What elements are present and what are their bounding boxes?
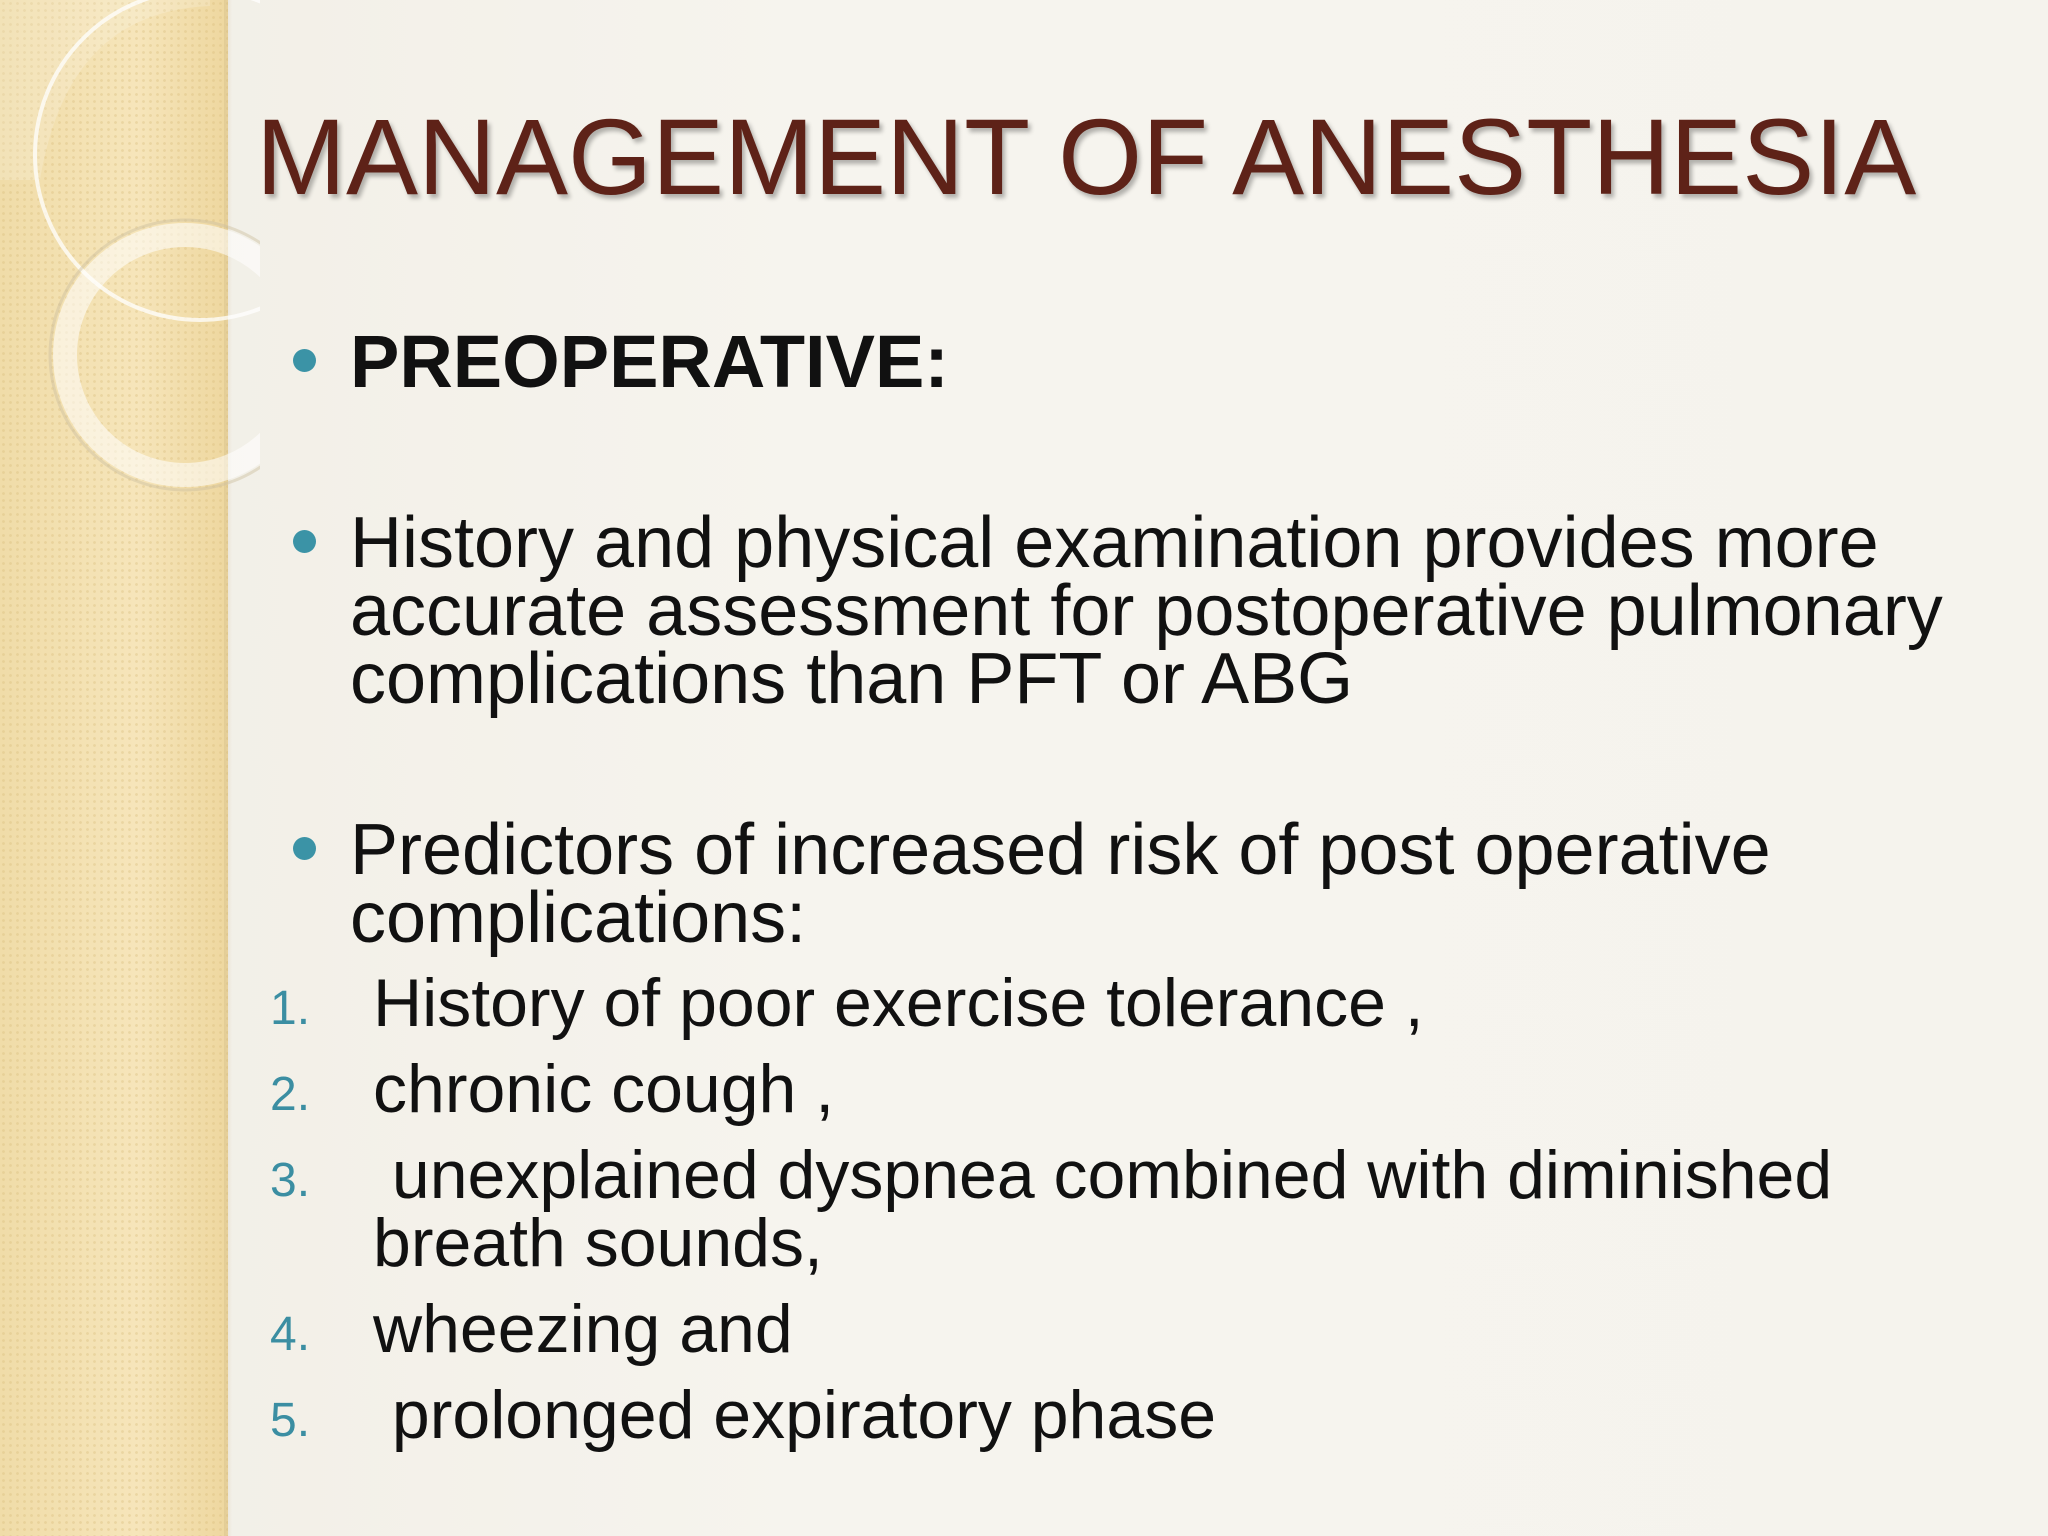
bullet-preoperative [350, 320, 1990, 403]
item-number: 2. [270, 1068, 311, 1121]
item-text: wheezing and [373, 1291, 793, 1367]
bullet-text: History and physical examination provides more accurate assessment for postoperative pulmonary complications than PFT or ABG [350, 503, 1943, 719]
slide-title: MANAGEMENT OF ANESTHESIA [256, 96, 1917, 217]
bullet-dot-icon [293, 349, 316, 372]
item-text: prolonged expiratory phase [373, 1377, 1217, 1453]
numbered-item [270, 965, 1993, 1041]
item-number: 3. [270, 1154, 311, 1207]
item-text: chronic cough , [373, 1051, 835, 1127]
item-text: unexplained dyspnea combined with diminished breath sounds, [373, 1137, 1852, 1281]
numbered-item [270, 1137, 1993, 1281]
item-text: History of poor exercise tolerance , [373, 965, 1424, 1041]
item-number: 5. [270, 1394, 311, 1447]
item-number: 4. [270, 1308, 311, 1361]
numbered-item [270, 1051, 1993, 1127]
bullet-text: Predictors of increased risk of post operative complications: [350, 810, 1771, 958]
decorative-rings-icon [0, 0, 260, 520]
numbered-item [270, 1377, 1993, 1453]
bullet-history-exam [350, 503, 1990, 719]
bullet-text: PREOPERATIVE: [350, 320, 949, 403]
bullet-dot-icon [293, 530, 316, 553]
numbered-item [270, 1291, 1993, 1367]
bullet-predictors [350, 810, 1990, 958]
item-number: 1. [270, 982, 311, 1035]
bullet-dot-icon [293, 837, 316, 860]
